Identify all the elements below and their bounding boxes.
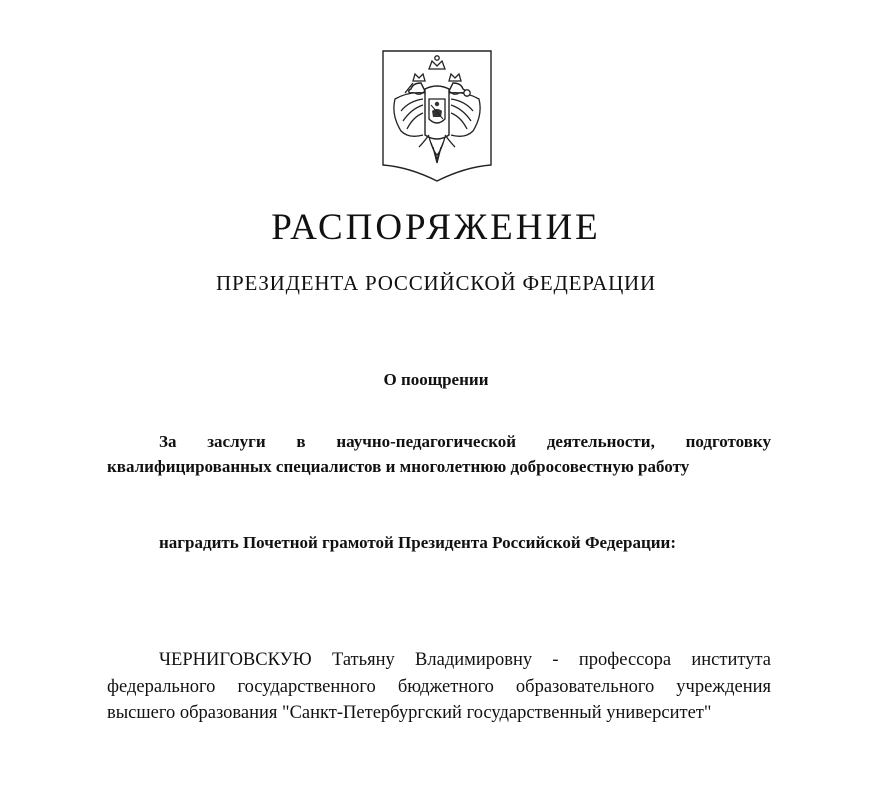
merit-clause-paragraph: За заслуги в научно-педагогической деятельности, подготовку квалифицированных специалистов и многолетнюю добросовестную работу — [107, 432, 771, 476]
recipient-paragraph: ЧЕРНИГОВСКУЮ Татьяну Владимировну - профессора института федерального государственного бюджетного образовательного учреждения высшего образования "Санкт-Петербургский государственный университет" — [107, 650, 771, 723]
issuer-subtitle: ПРЕЗИДЕНТА РОССИЙСКОЙ ФЕДЕРАЦИИ — [216, 271, 656, 295]
document-type-title: РАСПОРЯЖЕНИЕ — [271, 207, 601, 248]
russian-coat-of-arms-icon — [379, 47, 495, 183]
award-clause-paragraph: наградить Почетной грамотой Президента Российской Федерации: — [159, 533, 677, 552]
document-subject: О поощрении — [383, 370, 489, 389]
